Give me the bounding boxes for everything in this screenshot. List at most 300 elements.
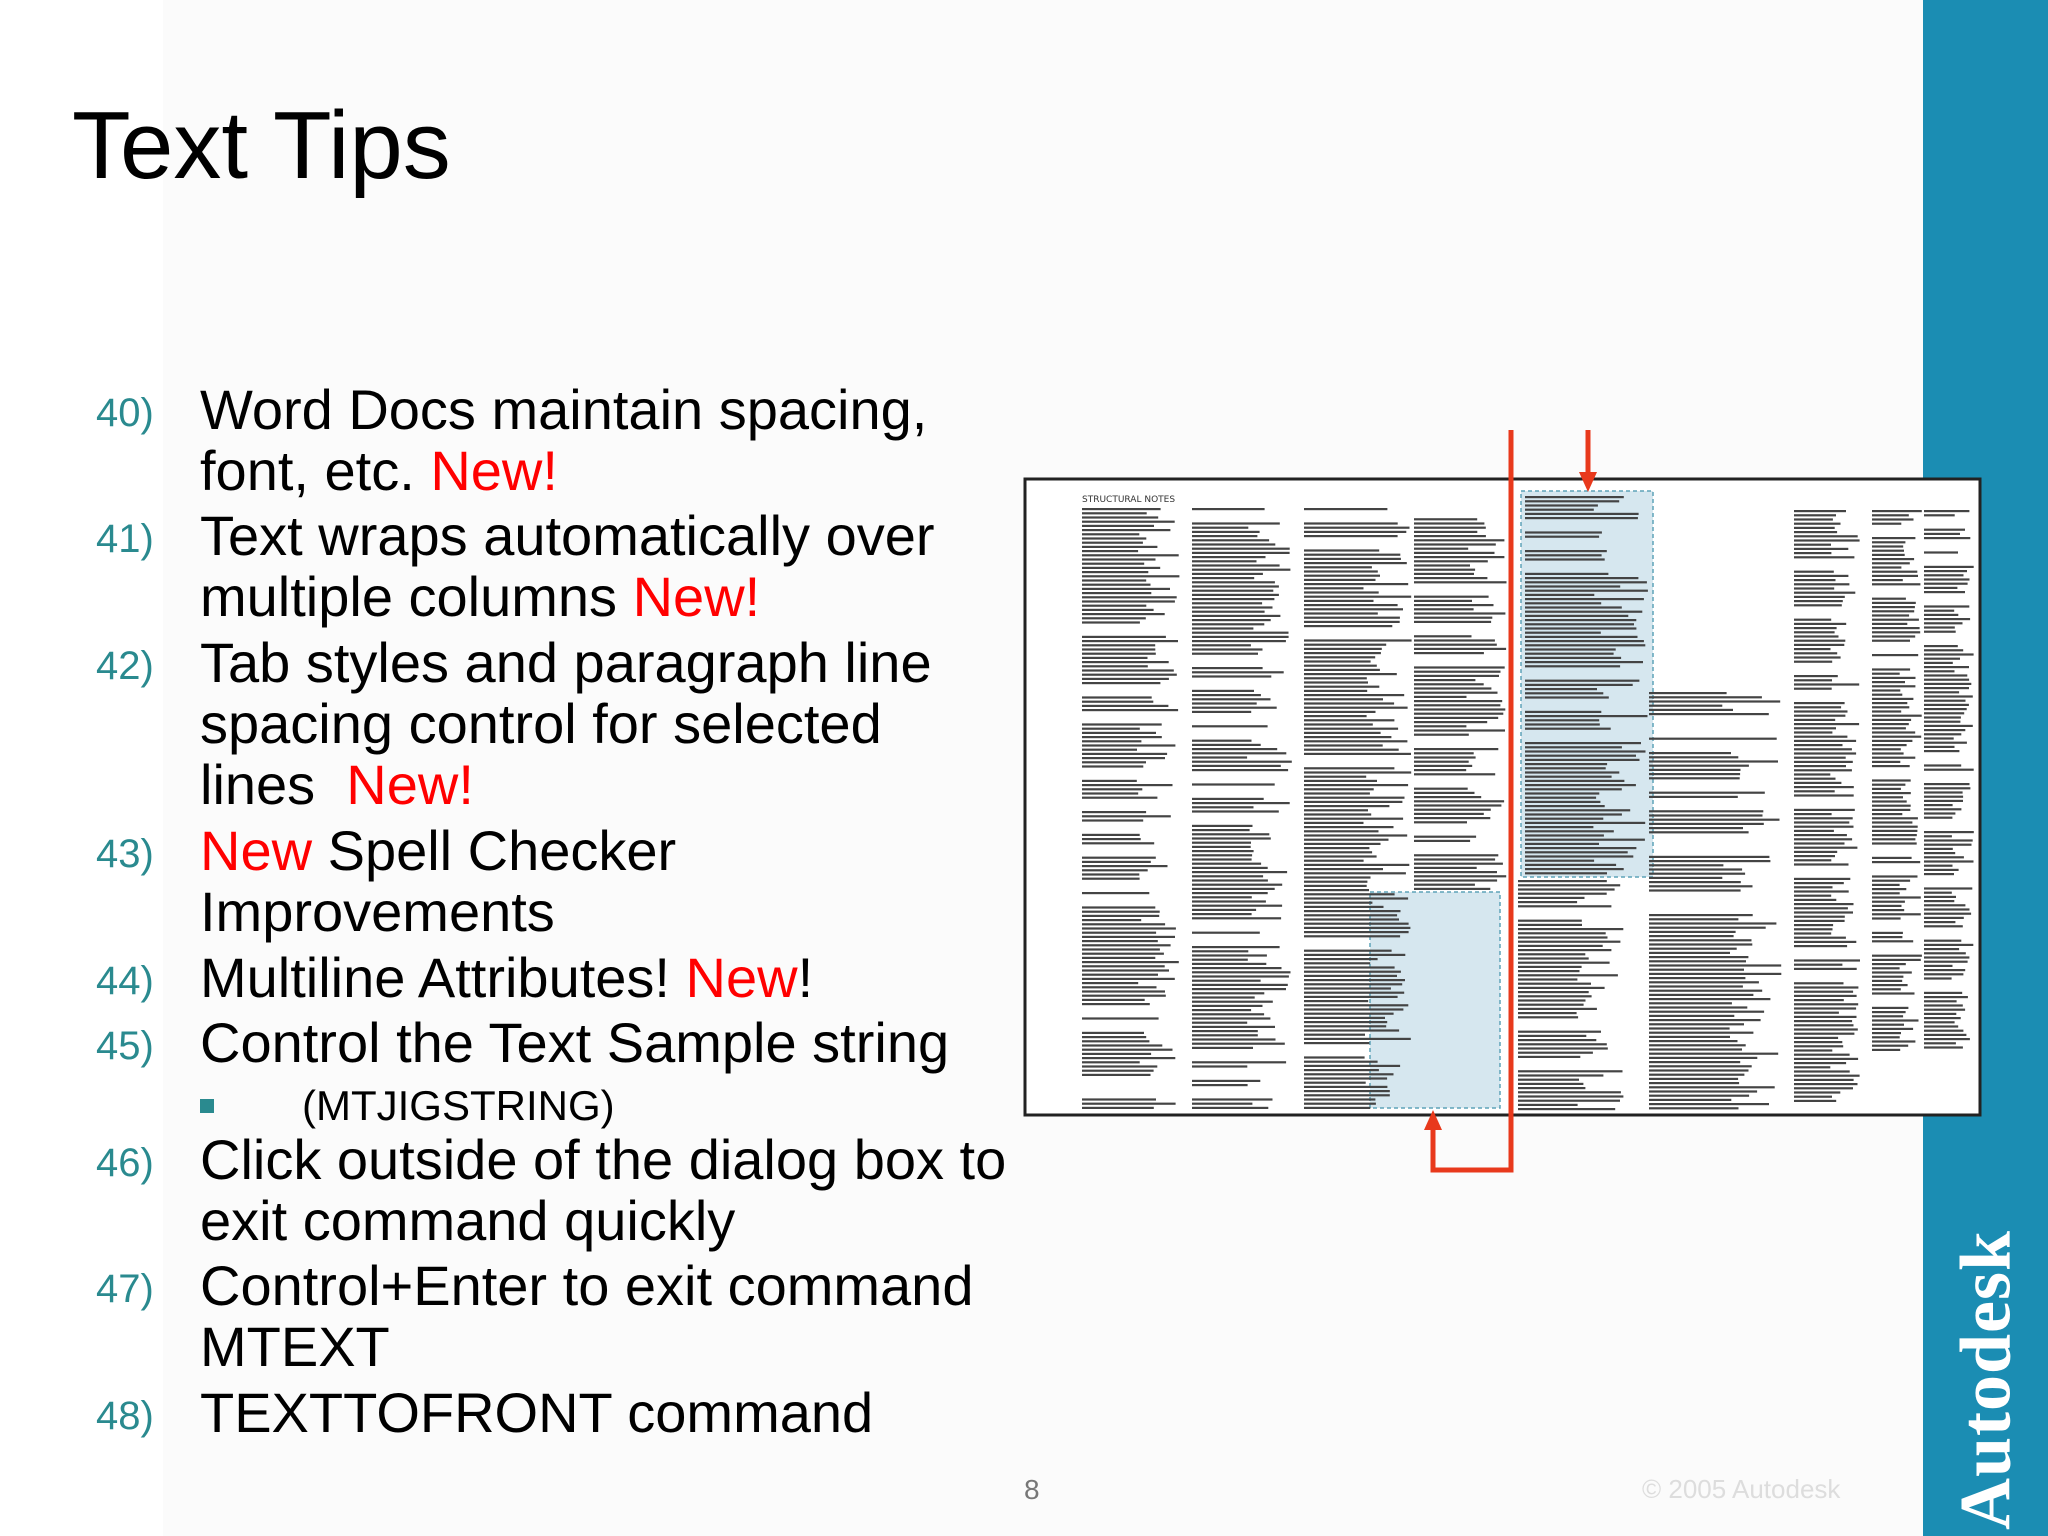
sheet-text-line [1192,765,1281,767]
sheet-text-line [1525,755,1636,757]
sheet-text-line [1414,875,1506,877]
sheet-text-line [1649,1057,1757,1059]
sheet-text-line [1518,1004,1584,1006]
sheet-text-line [1304,889,1369,891]
sheet-text-line [1518,1095,1623,1097]
sheet-text-line [1192,810,1279,812]
sheet-text-line [1082,709,1178,711]
sheet-text-line [1794,579,1836,581]
sheet-text-line [1924,533,1960,535]
sheet-text-line [1082,682,1160,684]
sheet-text-line [1649,1086,1775,1088]
sheet-text-line [1872,673,1900,675]
sheet-text-line [1082,965,1165,967]
item-text: Click outside of the dialog box to [200,1128,1007,1191]
sheet-text-line [1082,1049,1173,1051]
sheet-text-line [1192,1061,1286,1063]
sheet-text-line [1872,896,1921,898]
sheet-text-line [1414,765,1472,767]
sheet-text-line [1794,702,1845,704]
sheet-text-line [1872,571,1917,573]
sheet-text-line [1924,687,1969,689]
sheet-text-line [1082,723,1162,725]
sheet-text-line [1304,860,1364,862]
sheet-text-line [1924,956,1969,958]
sheet-text-line [1304,780,1377,782]
sheet-text-line [1525,830,1614,832]
sheet-text-line [1525,623,1634,625]
sheet-text-line [1518,897,1585,899]
sheet-text-line [1794,600,1843,602]
sheet-text-line [1794,991,1853,993]
sheet-text-line [1525,657,1621,659]
sheet-text-line [1304,579,1376,581]
sheet-text-line [1525,500,1619,502]
sheet-text-line [1192,967,1282,969]
sheet-text-line [1192,854,1252,856]
sheet-text-line [1649,1053,1778,1055]
sheet-text-line [1872,1015,1903,1017]
sheet-text-line [1872,875,1918,877]
sheet-text-line [1525,684,1633,686]
sheet-text-line [1649,935,1734,937]
sheet-text-line [1192,648,1263,650]
new-badge: New! [632,565,761,628]
sheet-text-line [1192,842,1251,844]
sheet-text-line [1525,750,1646,752]
sheet-text-line [1924,904,1965,906]
sheet-text-line [1082,999,1145,1001]
sheet-text-line [1518,966,1582,968]
sheet-text-line [1518,932,1606,934]
sheet-text-line [1414,675,1499,677]
sheet-text-line [1414,522,1484,524]
sheet-text-line [1304,686,1379,688]
sheet-text-line [1082,529,1170,531]
sheet-text-line [1924,704,1969,706]
sheet-text-line [1082,927,1176,929]
sheet-text-line [1794,604,1842,606]
sheet-text-line [1414,756,1476,758]
sheet-text-line [1649,927,1766,929]
sheet-text-line [1304,847,1369,849]
sheet-text-line [1872,1024,1904,1026]
sheet-text-line [1082,936,1175,938]
sheet-text-line [1794,1100,1836,1102]
sheet-text-line [1924,800,1963,802]
sheet-text-line [1304,1094,1390,1096]
sheet-text-line [1924,1021,1955,1023]
sheet-text-line [1872,992,1915,994]
sheet-text-line [1794,821,1849,823]
sheet-text-line [1794,794,1854,796]
sheet-text-line [1192,1034,1258,1036]
sheet-text-line [1304,914,1397,916]
sheet-text-line [1525,648,1616,650]
sheet-text-line [1649,777,1740,779]
sheet-text-line [1794,773,1830,775]
sheet-text-line [1872,813,1902,815]
sheet-text-line [1304,1056,1365,1058]
sheet-text-line [1082,788,1142,790]
sheet-text-line [1082,567,1160,569]
sheet-text-line [1192,879,1268,881]
sheet-text-line [1872,598,1906,600]
sheet-text-line [1192,698,1271,700]
sheet-text-line [1794,731,1832,733]
sheet-text-line [1304,719,1394,721]
sheet-text-line [1192,988,1286,990]
sheet-text-line [1082,657,1148,659]
sheet-text-line [1924,791,1963,793]
sheet-text-line [1649,752,1731,754]
sheet-text-line [1525,792,1599,794]
sheet-text-line [1304,805,1389,807]
sheet-text-line [1082,563,1144,565]
sheet-text-line [1794,527,1835,529]
sheet-text-line [1082,653,1156,655]
sheet-text-line [1304,669,1380,671]
sheet-text-line [1192,548,1290,550]
sheet-text-line [1192,564,1280,566]
sheet-text-line [1525,742,1641,744]
sheet-text-line [1082,784,1173,786]
sheet-text-line [1414,617,1492,619]
sheet-text-line [1082,1070,1154,1072]
sheet-text-line [1794,715,1845,717]
sheet-text-line [1649,1023,1744,1025]
sheet-text-line [1082,961,1179,963]
sheet-text-line [1794,627,1837,629]
sheet-text-line [1649,922,1776,924]
sheet-text-line [1649,814,1763,816]
sheet-text-line [1649,792,1765,794]
sheet-text-line [1082,600,1175,602]
sheet-text-line [1525,496,1624,498]
sheet-text-line [1525,536,1599,538]
sheet-text-line [1525,594,1594,596]
sheet-text-line [1304,1008,1403,1010]
item-text [200,820,1040,882]
sheet-text-line [1525,513,1639,515]
sheet-text-line [1794,727,1836,729]
sheet-text-line [1518,1047,1608,1049]
sheet-text-line [1304,1082,1366,1084]
sheet-text-line [1082,842,1154,844]
sheet-text-line [1304,591,1379,593]
sheet-text-line [1192,996,1255,998]
sheet-text-line [1794,761,1853,763]
sheet-text-line [1304,885,1367,887]
sheet-text-line [1192,959,1248,961]
sheet-text-line [1192,619,1271,621]
sheet-text-line [1518,920,1582,922]
sheet-text-line [1872,689,1900,691]
sheet-text-line [1525,788,1622,790]
sheet-text-line [1924,948,1959,950]
sheet-text-line [1924,510,1969,512]
sheet-text-line [1872,558,1914,560]
sheet-text-line [1304,818,1403,820]
sheet-text-line [1649,1015,1734,1017]
sheet-text-line [1304,918,1399,920]
sheet-text-line [1794,552,1831,554]
sheet-text-line [1525,822,1645,824]
sheet-text-line [1525,847,1636,849]
sheet-text-line [1192,1026,1275,1028]
item-text-line2 [200,566,1040,628]
sheet-text-line [1192,761,1292,763]
sheet-text-line [1649,914,1753,916]
sheet-text-line [1082,906,1155,908]
sheet-text-line [1924,913,1971,915]
sheet-text-line [1924,658,1960,660]
sheet-text-line [1649,773,1740,775]
sheet-text-line [1794,631,1835,633]
sheet-text-line [1794,1058,1858,1060]
item-number: 48) [96,1394,154,1438]
sheet-text-line [1518,987,1605,989]
sheet-text-line [1924,537,1970,539]
sheet-text-line [1794,782,1841,784]
sheet-text-line [1304,740,1407,742]
sheet-text-line [1192,1017,1270,1019]
sheet-text-line [1082,696,1152,698]
item-text-line2: spacing control for selected [200,692,882,755]
sheet-text-line [1304,1077,1387,1079]
sheet-text-line [1304,554,1400,556]
sheet-text-line [1082,838,1141,840]
sheet-text-line [1525,872,1607,874]
sheet-text-line [1872,610,1914,612]
sheet-text-line [1649,864,1723,866]
sheet-text-line [1192,980,1261,982]
sheet-text-line [1872,834,1917,836]
sheet-text-line [1192,1022,1247,1024]
sheet-text-line [1924,679,1969,681]
sheet-text-line [1304,809,1368,811]
sheet-text-line [1192,1080,1260,1082]
sheet-text-line [1192,783,1275,785]
new-badge: New [685,946,798,1009]
sheet-text-line [1649,692,1727,694]
sheet-text-line [1924,514,1955,516]
sheet-text-line [1794,635,1839,637]
sheet-text-line [1794,786,1854,788]
sheet-text-line [1872,830,1917,832]
sheet-text-line [1924,921,1955,923]
sheet-text-line [1082,605,1146,607]
sheet-text-line [1082,609,1154,611]
sheet-text-line [1924,764,1961,766]
sheet-text-line [1414,796,1481,798]
sheet-text-line [1924,1030,1963,1032]
sheet-text-line [1082,892,1149,894]
sheet-text-line [1649,1061,1740,1063]
sheet-text-line [1872,740,1912,742]
sheet-text-line [1082,636,1166,638]
sheet-text-line [1082,554,1179,556]
sheet-text-line [1414,531,1477,533]
sheet-text-line [1192,1047,1253,1049]
sheet-text-line [1304,732,1381,734]
sheet-text-line [1304,1042,1369,1044]
sheet-text-line [1649,705,1722,707]
sheet-text-line [1794,740,1856,742]
sheet-text-line [1082,644,1155,646]
new-badge: New! [430,439,558,502]
sheet-text-line [1872,988,1901,990]
sheet-text-line [1525,531,1602,533]
sheet-text-line [1304,864,1409,866]
sheet-text-line [1192,671,1284,673]
sheet-text-line [1082,617,1146,619]
sheet-text-line [1794,623,1846,625]
sheet-text-line [1192,1005,1263,1007]
sheet-text-line [1649,1078,1738,1080]
sheet-text-line [1794,1049,1832,1051]
sheet-text-line [1304,1061,1378,1063]
sheet-text-line [1082,969,1169,971]
sheet-text-line [1649,998,1770,1000]
sheet-text-line [1304,508,1387,510]
sheet-text-line [1924,783,1970,785]
sheet-text-line [1924,649,1963,651]
sheet-text-line [1794,899,1836,901]
sheet-text-line [1872,748,1901,750]
sheet-text-line [1304,855,1377,857]
sheet-text-line [1794,817,1853,819]
sheet-text-line [1794,878,1850,880]
sheet-text-line [1082,815,1171,817]
sheet-text-line [1414,600,1472,602]
sheet-text-line [1192,690,1254,692]
sheet-text-line [1414,692,1498,694]
sheet-text-line [1414,858,1495,860]
sheet-text-line [1794,765,1846,767]
sheet-text-line [1518,970,1580,972]
sheet-text-line [1924,1046,1963,1048]
sheet-text-line [1192,954,1267,956]
sheet-text-line [1304,562,1407,564]
sheet-text-line [1924,1009,1965,1011]
sheet-text-line [1192,640,1286,642]
sheet-text-line [1304,1004,1408,1006]
sheet-text-line [1192,769,1288,771]
sheet-text-line [1192,950,1248,952]
sheet-text-line [1649,1032,1753,1034]
sheet-text-line [1192,846,1251,848]
sheet-text-line [1794,834,1847,836]
sheet-text-line [1192,590,1273,592]
sheet-text-line [1924,973,1963,975]
sheet-text-line [1794,920,1845,922]
sheet-text-line [1192,896,1252,898]
sheet-text-line [1924,892,1952,894]
sheet-text-line [1794,587,1834,589]
sheet-frame [1025,479,1980,1115]
sheet-text-line [1872,1007,1908,1009]
sheet-text-line [1414,652,1484,654]
sheet-text-line [1525,834,1604,836]
sheet-text-line [1414,809,1491,811]
sheet-text-line [1525,843,1599,845]
sheet-text-line [1794,826,1854,828]
sheet-text-line [1414,879,1497,881]
sheet-text-line [1872,784,1905,786]
sheet-text-line [1304,711,1376,713]
sheet-text-line [1082,588,1170,590]
sheet-text-line [1649,765,1749,767]
sheet-text-line [1794,959,1860,961]
sheet-text-line [1525,653,1614,655]
sheet-text-line [1082,857,1156,859]
sheet-text-line [1872,976,1903,978]
sheet-text-line [1518,901,1577,903]
sheet-text-line [1304,992,1404,994]
sheet-text-line [1872,744,1907,746]
sheet-text-line [1082,542,1143,544]
sheet-text-line [1304,971,1401,973]
sheet-text-line [1794,683,1859,685]
sheet-text-line [1794,1066,1830,1068]
sheet-text-line [1872,905,1902,907]
sheet-text-line [1192,653,1258,655]
sheet-text-line [1924,865,1953,867]
sheet-text-line [1924,908,1970,910]
sheet-text-line [1192,975,1289,977]
sheet-text-line [1082,953,1164,955]
sheet-text-line [1192,1001,1273,1003]
sheet-text-line [1924,653,1974,655]
sheet-text-line [1794,661,1832,663]
sheet-text-line [1525,776,1612,778]
sheet-text-line [1649,885,1753,887]
sheet-text-line [1304,975,1397,977]
sheet-text-line [1414,748,1498,750]
sheet-text-line [1649,709,1733,711]
sheet-text-line [1924,804,1953,806]
sheet-text-line [1414,535,1486,537]
sheet-text-line [1872,677,1916,679]
sheet-text-line [1794,548,1848,550]
sheet-text-line [1924,716,1961,718]
sheet-text-line [1872,1032,1901,1034]
sheet-text-line [1794,1016,1857,1018]
sheet-text-line [1924,670,1955,672]
sheet-text-line [1518,1035,1586,1037]
sheet-text-line [1192,884,1282,886]
sheet-text-line [1649,856,1769,858]
sheet-text-line [1192,748,1277,750]
sheet-text-line [1082,728,1140,730]
sheet-text-line [1082,661,1169,663]
sheet-text-line [1794,964,1842,966]
sheet-text-line [1304,1107,1370,1109]
sheet-text-line [1304,621,1400,623]
sheet-text-line [1304,549,1379,551]
sheet-text-line [1872,752,1904,754]
sheet-text-line [1192,707,1277,709]
sheet-text-line [1525,644,1645,646]
sheet-text-line [1414,569,1475,571]
sheet-text-line [1924,1025,1958,1027]
sheet-text-line [1192,543,1275,545]
sheet-text-line [1794,995,1857,997]
sheet-text-line [1924,725,1973,727]
sheet-text-line [1794,1028,1858,1030]
sheet-text-line [1525,680,1639,682]
